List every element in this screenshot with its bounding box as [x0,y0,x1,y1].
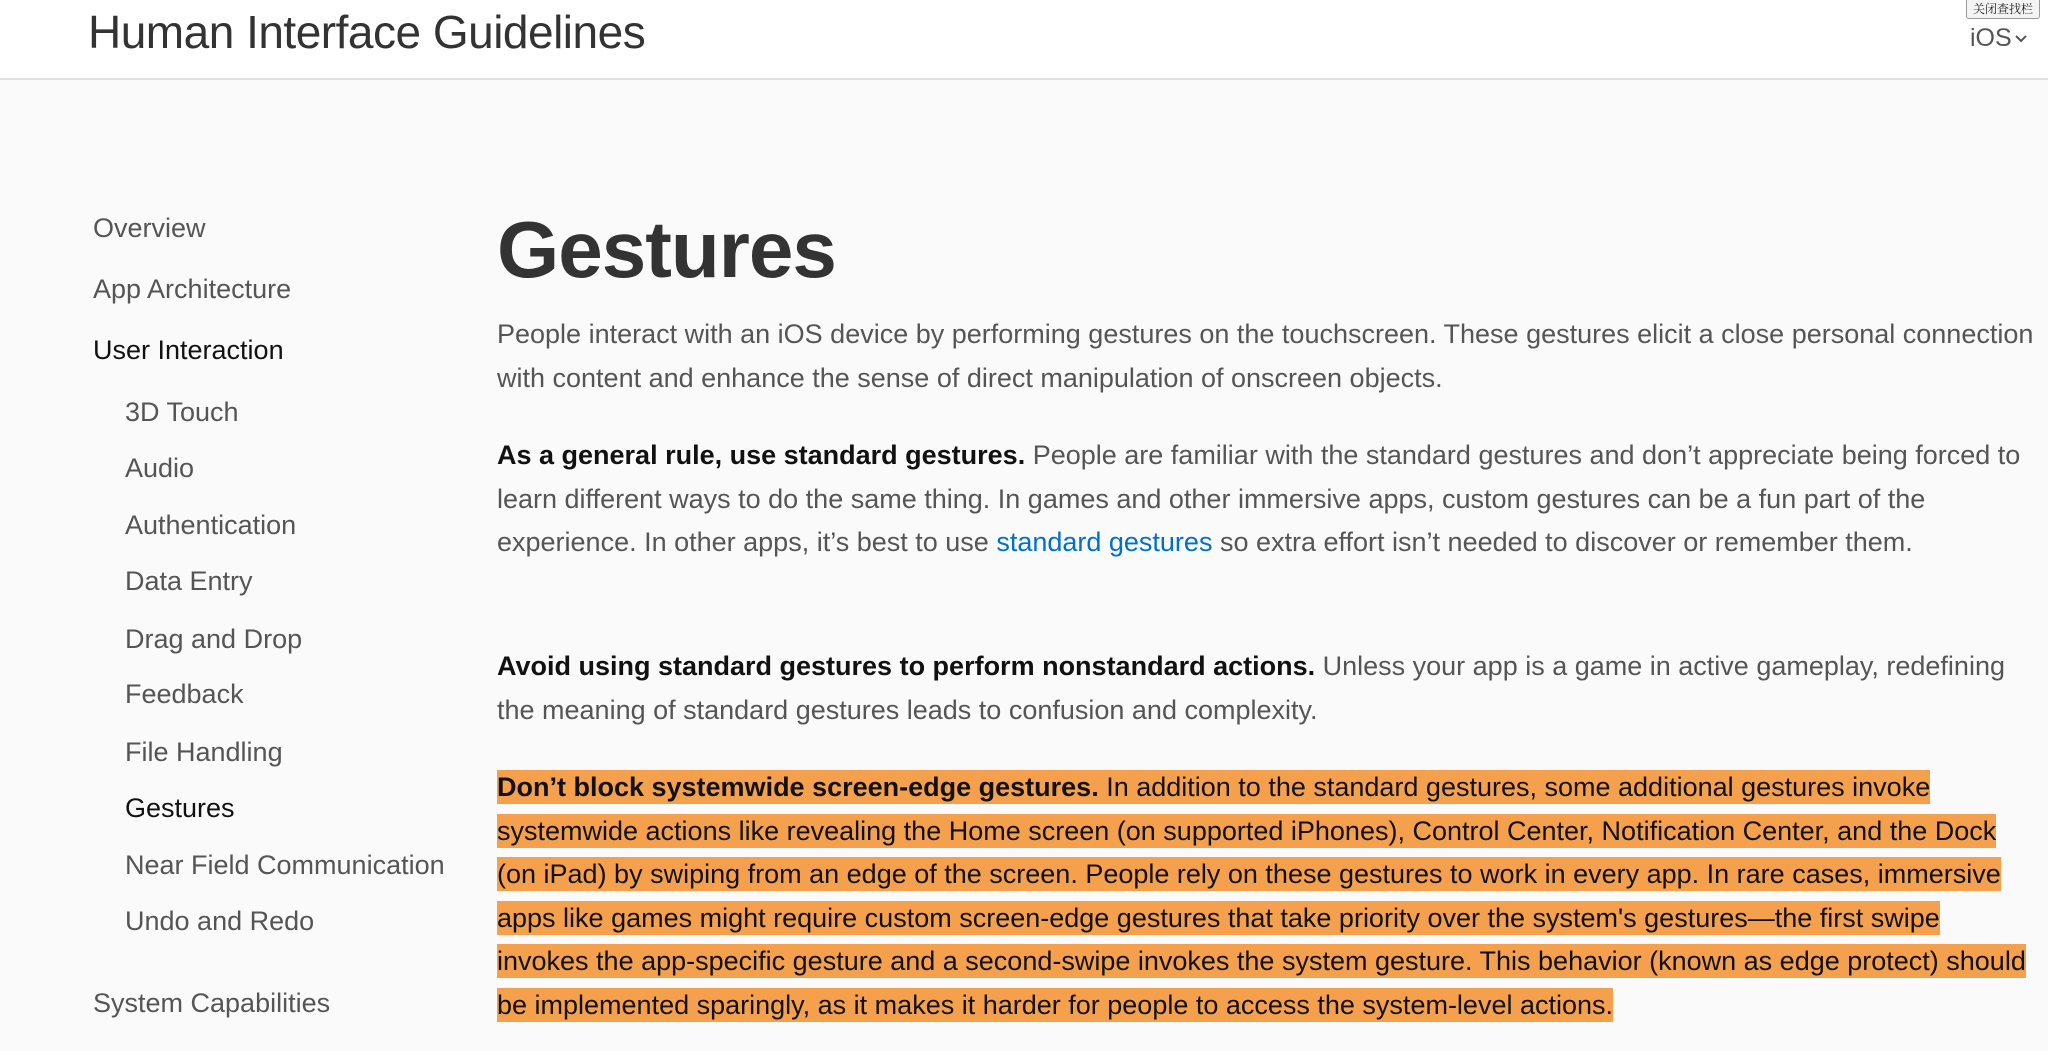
sidebar-item-data-entry[interactable]: Data Entry [125,566,253,596]
sidebar-item-near-field-communication[interactable]: Near Field Communication [125,850,445,880]
sidebar-item-file-handling[interactable]: File Handling [125,737,283,767]
sidebar-item-overview[interactable]: Overview [93,213,206,243]
sidebar-item-system-capabilities[interactable]: System Capabilities [93,988,331,1018]
sidebar-item-app-architecture[interactable]: App Architecture [93,274,292,304]
intro-paragraph: People interact with an iOS device by performing gestures on the touchscreen. These gestures elicit a close personal connection with content and enhance the sense of direct manipulation of onscreen objects. [497,319,2034,393]
rule-heading: Avoid using standard gestures to perform nonstandard actions. [497,651,1316,681]
highlighted-text [497,770,2026,1022]
standard-gestures-link[interactable]: standard gestures [996,527,1213,558]
sidebar-item-feedback[interactable]: Feedback [125,679,244,709]
close-find-bar-button[interactable]: 关闭查找栏 [1966,0,2040,19]
rule-heading: Don’t block systemwide screen-edge gestures. [497,772,1099,802]
sidebar-item-audio[interactable]: Audio [125,453,195,483]
platform-selector[interactable] [1970,20,2028,56]
rule-heading: As a general rule, use standard gestures. [497,440,1026,470]
site-header [0,0,2048,80]
rule-standard-gestures [497,434,2037,565]
site-title[interactable]: Human Interface Guidelines [88,6,646,58]
rule-text: People are familiar with the standard gestures and don’t appreciate being forced to learn different ways to do the same thing. In games and other immersive apps, custom gestures can be a fun part of the experience. In other apps, it’s best to use [497,440,2021,558]
sidebar-item-3d-touch[interactable]: 3D Touch [125,397,239,427]
rule-screen-edge-gestures [497,766,2037,1028]
rule-text: Unless your app is a game in active gameplay, redefining the meaning of standard gestures leads to confusion and complexity. [497,651,2005,725]
rule-text: In addition to the standard gestures, some additional gestures invoke systemwide actions like revealing the Home screen (on supported iPhones), Control Center, Notification Center, and the Dock (on iPad) by swiping from an edge of the screen. People rely on these gestures to work in every app. In rare cases, immersive apps like games might require custom screen-edge gestures that take priority over the system's gestures—the first swipe invokes the app-specific gesture and a second-swipe invokes the system gesture. This behavior (known as edge protect) should be implemented sparingly, as it makes it harder for people to access the system-level actions. [497,772,2026,1020]
rule-nonstandard-actions [497,645,2037,732]
rule-text-end: so extra effort isn’t needed to discover or remember them. [1212,527,1913,558]
sidebar-item-drag-and-drop[interactable]: Drag and Drop [125,624,303,654]
platform-label: iOS [1970,24,2012,52]
sidebar-item-gestures[interactable]: Gestures [125,793,235,823]
sidebar-item-authentication[interactable]: Authentication [125,510,297,540]
page-title: Gestures [497,205,836,294]
sidebar-item-user-interaction[interactable]: User Interaction [93,335,284,365]
chevron-down-icon [2014,34,2028,44]
sidebar-item-undo-and-redo[interactable]: Undo and Redo [125,906,315,936]
